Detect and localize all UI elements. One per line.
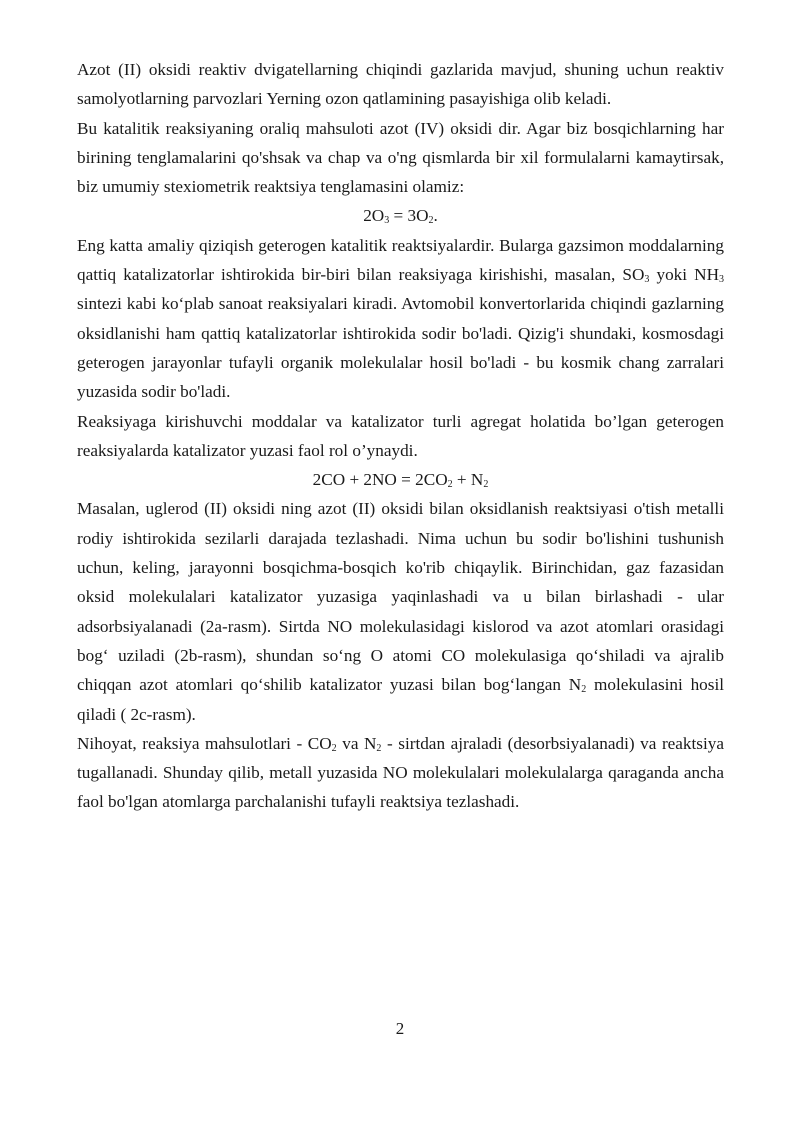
paragraph-text: Eng katta amaliy qiziqish geterogen katalitik reaktsiyalardir. Bularga gazsimon moddalarning qattiq katalizatorlar ishtirokida bir-biri bilan reaksiyaga kirishishi, masalan, SO (77, 235, 724, 285)
paragraph-text: Bu katalitik reaksiyaning oraliq mahsuloti azot (IV) oksidi dir. Agar biz bosqichlarning har birining tenglamalarini qo'shsak va chap va o'ng qismlarda bir xil formulalarni kamaytirsak, biz umumiy stexiometrik reaktsiya tenglamasini olamiz: (77, 118, 724, 197)
paragraph-text: Azot (II) oksidi reaktiv dvigatellarning chiqindi gazlarida mavjud, shuning uchun reaktiv samolyotlarning parvozlari Yerning ozon qatlamining pasayishiga olib keladi. (77, 60, 724, 109)
paragraph-text: yoki NH (649, 265, 719, 285)
equation-part: 2O (363, 206, 385, 226)
formula-subscript: 2 (331, 742, 337, 754)
paragraph-nitric-oxide-intro (77, 55, 724, 114)
equation-subscript: 3 (384, 215, 390, 227)
document-body (77, 55, 724, 817)
equation-subscript: 2 (483, 479, 489, 491)
equation-part: . (433, 206, 438, 226)
equation-subscript: 2 (428, 215, 434, 227)
paragraph-heterogeneous-catalysis (77, 231, 724, 407)
equation-part: + N (452, 470, 484, 490)
equation-co-no (77, 465, 724, 494)
equation-part: = 3O (389, 206, 429, 226)
paragraph-text: sintezi kabi ko‘plab sanoat reaksiyalari kiradi. Avtomobil konvertorlarida chiqindi gazlarning oksidlanishi ham qattiq katalizatorlar ishtirokida sodir bo'ladi. Qizig'i shundaki, kosmosdagi geterogen jarayonlar tufayli organik molekulalar hosil bo'ladi - bu kosmik chang zarralari yuzasida sodir bo'ladi. (77, 294, 724, 402)
formula-subscript: 2 (376, 742, 382, 754)
formula-subscript: 2 (581, 684, 587, 696)
paragraph-text: va N (336, 733, 377, 753)
paragraph-text: Masalan, uglerod (II) oksidi ning azot (II) oksidi bilan oksidlanish reaktsiyasi o'tish metalli rodiy ishtirokida sezilarli darajada tezlashadi. Nima uchun bu sodir bo'lishini tushunish uchun, keling, jarayonni bosqichma-bosqich ko'rib chiqaylik. Birinchidan, gaz fazasidan oksid molekulalari katalizator yuzasiga yaqinlashadi va u bilan birlashadi - ular adsorbsiyalanadi (2a-rasm). Sirtda NO molekulasidagi kislorod va azot atomlari orasidagi bog‘ uziladi (2b-rasm), shundan so‘ng O atomi CO molekulasiga qo‘shiladi va ajralib chiqqan azot atomlari qo‘shilib katalizator yuzasi bilan bog‘langan N (77, 499, 724, 695)
equation-part: 2CO + 2NO = 2CO (312, 470, 448, 490)
equation-subscript: 2 (447, 479, 453, 491)
paragraph-text: Nihoyat, reaksiya mahsulotlari - CO (77, 733, 332, 753)
paragraph-text: - sirtdan ajraladi (desorbsiyalanadi) va reaktsiya tugallanadi. Shunday qilib, metall yuzasida NO molekulalari molekulalarga qaraganda ancha faol bo'lgan atomlarga parchalanishi tufayli reaktsiya tezlashadi. (77, 733, 724, 812)
formula-subscript: 3 (644, 274, 650, 286)
paragraph-catalyst-surface (77, 407, 724, 466)
paragraph-text: Reaksiyaga kirishuvchi moddalar va katalizator turli agregat holatida bo’lgan geterogen reaksiyalarda katalizator yuzasi faol rol o’ynaydi. (77, 411, 724, 460)
equation-ozone (77, 201, 724, 230)
paragraph-text: molekulasini hosil qiladi ( 2c-rasm). (77, 675, 725, 724)
page-number: 2 (395, 1019, 405, 1038)
paragraph-rhodium-mechanism (77, 494, 724, 728)
paragraph-intermediate-product (77, 114, 724, 202)
paragraph-desorption (77, 729, 724, 817)
formula-subscript: 3 (719, 274, 724, 286)
